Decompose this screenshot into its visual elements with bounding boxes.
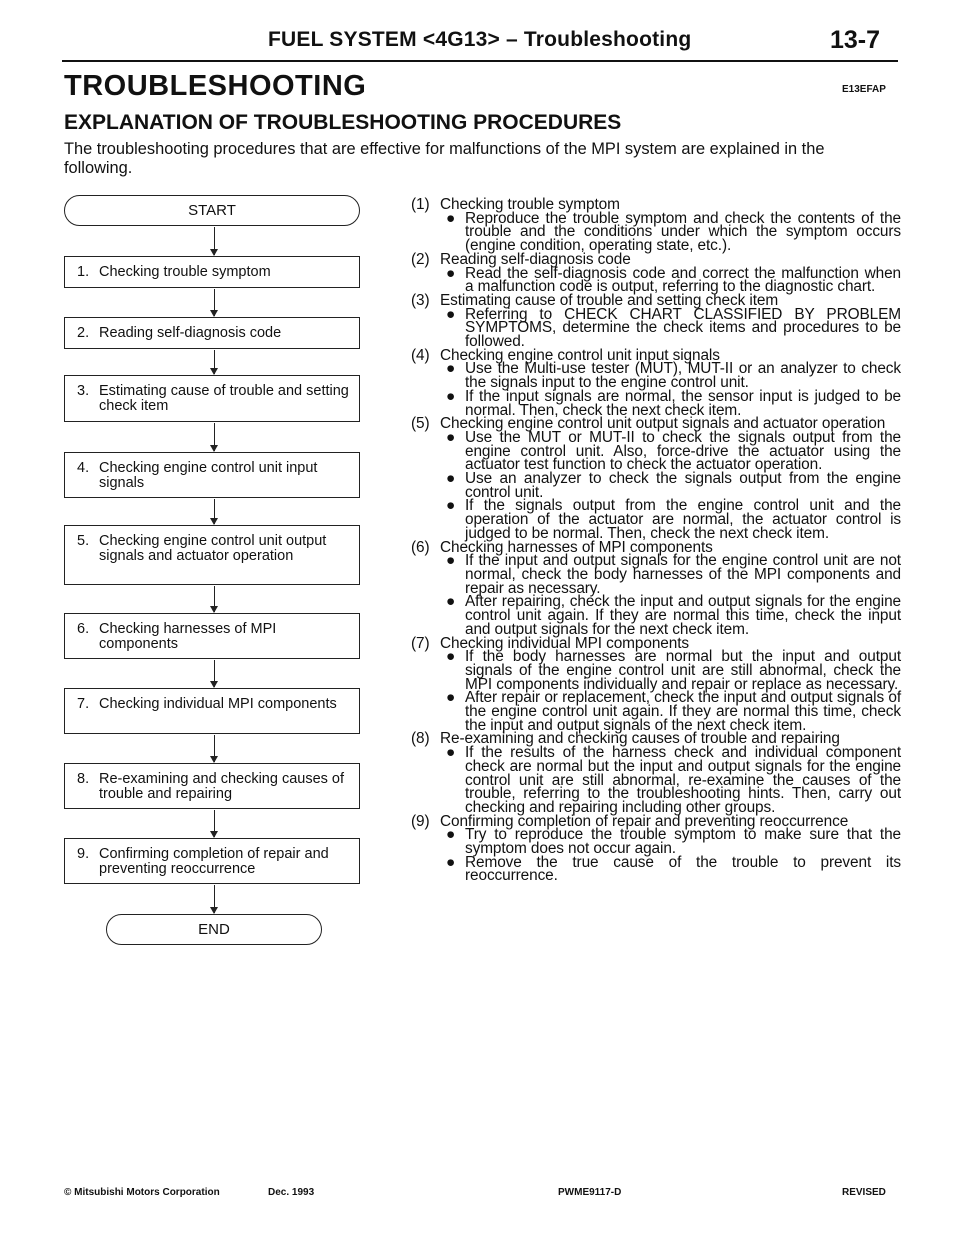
flow-step-1: 1. Checking trouble symptom <box>64 256 360 288</box>
footer-copyright: © Mitsubishi Motors Corporation <box>64 1187 220 1198</box>
step-6: (6) Checking harnesses of MPI components ● If the input and output signals for the engine control unit are not normal, check the body harnesses of the MPI components and repair as necessary. ● After repairing, check the input and output signals for the engine control unit again. If they are normal this time, check the input and output signals for the next check item. <box>411 538 901 638</box>
step-1: (1) Checking trouble symptom ● Reproduce the trouble symptom and check the contents of the trouble and the conditions under which the symptom occurs (engine condition, operating state, etc.). <box>411 196 901 255</box>
header-title: FUEL SYSTEM <4G13> – Troubleshooting <box>268 28 692 51</box>
flow-arrow <box>214 289 215 316</box>
step-4: (4) Checking engine control unit input signals ● Use the Multi-use tester (MUT), MUT-II or an analyzer to check the signals input to the engine control unit. ● If the input signals are normal, the sensor input is judged to be normal. Then, check the next check item. <box>411 346 901 419</box>
flow-step-6: 6. Checking harnesses of MPI components <box>64 613 360 659</box>
header-rule <box>62 60 898 62</box>
footer-status: REVISED <box>842 1187 886 1198</box>
flow-arrow <box>214 885 215 913</box>
step-7: (7) Checking individual MPI components ● If the body harnesses are normal but the input and output signals of the engine control unit are still abnormal, check the MPI components individually and repair or replace as necessary. ● After repair or replacement, check the input and output signals of the engine control unit again. If they are normal this time, check the input and output signals of the next check item. <box>411 634 901 734</box>
flow-arrow <box>214 660 215 687</box>
flow-arrow <box>214 810 215 837</box>
main-title: TROUBLESHOOTING <box>64 70 367 102</box>
step-9: (9) Confirming completion of repair and preventing reoccurrence ● Try to reproduce the trouble symptom to make sure that the symptom does not occur again. ● Remove the true cause of the trouble to prevent its reoccurrence. <box>411 812 901 885</box>
flow-step-5: 5. Checking engine control unit output signals and actuator operation <box>64 525 360 585</box>
document-code: E13EFAP <box>842 84 886 95</box>
footer-date: Dec. 1993 <box>268 1187 315 1198</box>
procedure-steps <box>411 198 901 883</box>
flow-step-4: 4. Checking engine control unit input signals <box>64 452 360 498</box>
flow-step-3: 3. Estimating cause of trouble and setting check item <box>64 375 360 422</box>
step-8: (8) Re-examining and checking causes of trouble and repairing ● If the results of the harness check and individual component check are normal but the input and output signals for the engine control unit are still abnormal, re-examine the causes of the trouble, referring to the troubleshooting hints. Then, carry out checking and repairing including other groups. <box>411 730 901 816</box>
flow-arrow <box>214 735 215 762</box>
flow-step-7: 7. Checking individual MPI components <box>64 688 360 734</box>
flow-step-2: 2. Reading self-diagnosis code <box>64 317 360 349</box>
flow-arrow <box>214 423 215 451</box>
flow-arrow <box>214 499 215 524</box>
section-title: EXPLANATION OF TROUBLESHOOTING PROCEDURES <box>64 111 622 134</box>
flow-step-8: 8. Re-examining and checking causes of trouble and repairing <box>64 763 360 809</box>
page-number: 13-7 <box>830 26 881 54</box>
flow-step-9: 9. Confirming completion of repair and preventing reoccurrence <box>64 838 360 884</box>
flow-arrow <box>214 350 215 374</box>
footer-doc-id: PWME9117-D <box>558 1187 622 1198</box>
intro-paragraph: The troubleshooting procedures that are effective for malfunctions of the MPI system are explained in the following. <box>64 140 825 177</box>
step-5: (5) Checking engine control unit output signals and actuator operation ● Use the MUT or MUT-II to check the signals output from the engine control unit. Also, force-drive the actuator using the actuator test function to check the actuator operation. ● Use an analyzer to check the signals output from the engine control unit. ● If the signals output from the engine control unit and the operation of the actuator are normal, the actuator control is judged to be normal. Then, check the next check item. <box>411 415 901 542</box>
flow-arrow <box>214 227 215 255</box>
step-3: (3) Estimating cause of trouble and setting check item ● Referring to CHECK CHART CLASSIFIED BY PROBLEM SYMPTOMS, determine the check items and procedures to be followed. <box>411 291 901 351</box>
flow-arrow <box>214 586 215 612</box>
step-2: (2) Reading self-diagnosis code ● Read the self-diagnosis code and correct the malfunction when a malfunction code is output, referring to the diagnostic chart. <box>411 250 901 296</box>
flow-end: END <box>106 914 322 945</box>
flow-start: START <box>64 195 360 226</box>
